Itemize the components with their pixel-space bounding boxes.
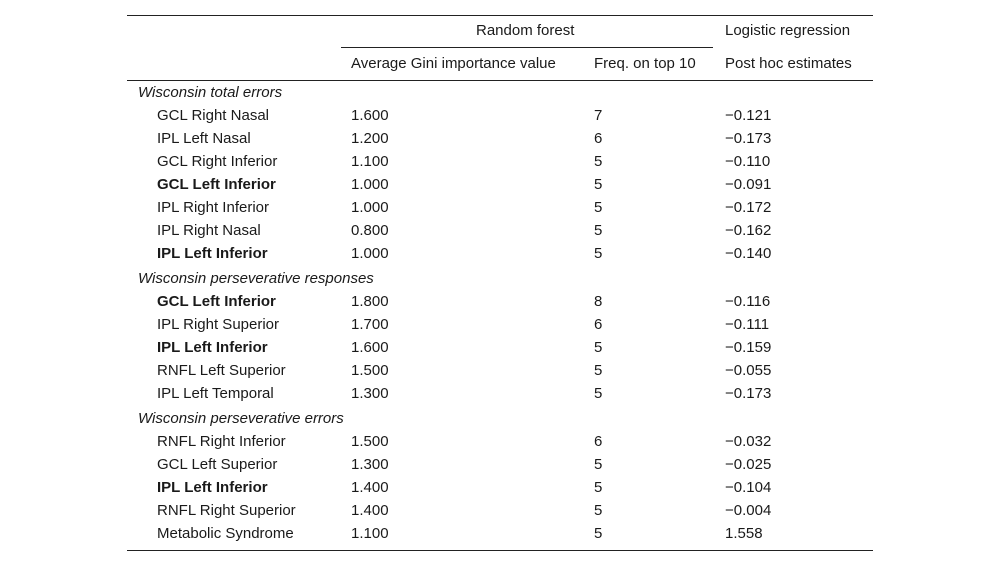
posthoc-value: −0.116	[725, 293, 771, 310]
posthoc-value: −0.110	[725, 153, 771, 170]
posthoc-value: −0.173	[725, 385, 772, 402]
random-forest-underline	[341, 47, 713, 48]
gini-value: 0.800	[351, 222, 389, 239]
freq-value: 8	[594, 293, 603, 310]
section-title: Wisconsin perseverative responses	[138, 270, 374, 287]
gini-value: 1.100	[351, 525, 389, 542]
row-label: GCL Left Superior	[157, 456, 278, 473]
gini-value: 1.600	[351, 107, 389, 124]
row-label: GCL Left Inferior	[157, 176, 276, 193]
row-label: GCL Right Nasal	[157, 107, 269, 124]
gini-value: 1.500	[351, 433, 389, 450]
posthoc-value: −0.111	[725, 316, 770, 333]
gini-value: 1.600	[351, 339, 389, 356]
row-label: IPL Right Nasal	[157, 222, 261, 239]
gini-value: 1.400	[351, 479, 389, 496]
freq-value: 5	[594, 385, 603, 402]
freq-value: 6	[594, 433, 603, 450]
gini-value: 1.100	[351, 153, 389, 170]
row-label: IPL Left Nasal	[157, 130, 251, 147]
header-freq: Freq. on top 10	[594, 55, 696, 72]
posthoc-value: −0.004	[725, 502, 772, 519]
freq-value: 6	[594, 316, 603, 333]
gini-value: 1.300	[351, 456, 389, 473]
row-label: IPL Left Temporal	[157, 385, 274, 402]
header-logistic-regression: Logistic regression	[725, 22, 851, 39]
section-title: Wisconsin perseverative errors	[138, 410, 344, 427]
posthoc-value: −0.055	[725, 362, 772, 379]
freq-value: 5	[594, 153, 603, 170]
posthoc-value: −0.162	[725, 222, 772, 239]
freq-value: 5	[594, 176, 603, 193]
top-rule	[127, 15, 873, 16]
freq-value: 5	[594, 456, 603, 473]
header-rule	[127, 80, 873, 81]
posthoc-value: −0.104	[725, 479, 772, 496]
section-title: Wisconsin total errors	[138, 84, 283, 101]
row-label: Metabolic Syndrome	[157, 525, 294, 542]
row-label: GCL Right Inferior	[157, 153, 278, 170]
posthoc-value: −0.173	[725, 130, 772, 147]
gini-value: 1.800	[351, 293, 389, 310]
row-label: IPL Left Inferior	[157, 245, 268, 262]
freq-value: 5	[594, 479, 603, 496]
freq-value: 5	[594, 199, 603, 216]
gini-value: 1.700	[351, 316, 389, 333]
freq-value: 5	[594, 362, 603, 379]
bottom-rule	[127, 550, 873, 551]
row-label: RNFL Right Superior	[157, 502, 296, 519]
freq-value: 5	[594, 245, 603, 262]
freq-value: 5	[594, 502, 603, 519]
row-label: IPL Left Inferior	[157, 339, 268, 356]
posthoc-value: −0.121	[725, 107, 772, 124]
row-label: GCL Left Inferior	[157, 293, 276, 310]
gini-value: 1.500	[351, 362, 389, 379]
gini-value: 1.000	[351, 199, 389, 216]
gini-value: 1.000	[351, 176, 389, 193]
freq-value: 5	[594, 222, 603, 239]
gini-value: 1.200	[351, 130, 389, 147]
row-label: IPL Right Inferior	[157, 199, 269, 216]
posthoc-value: −0.140	[725, 245, 772, 262]
header-posthoc: Post hoc estimates	[725, 55, 852, 72]
freq-value: 5	[594, 525, 603, 542]
header-random-forest: Random forest	[476, 22, 575, 39]
posthoc-value: −0.172	[725, 199, 772, 216]
gini-value: 1.400	[351, 502, 389, 519]
gini-value: 1.300	[351, 385, 389, 402]
posthoc-value: −0.025	[725, 456, 772, 473]
row-label: IPL Right Superior	[157, 316, 280, 333]
freq-value: 5	[594, 339, 603, 356]
posthoc-value: −0.091	[725, 176, 772, 193]
freq-value: 7	[594, 107, 603, 124]
row-label: RNFL Left Superior	[157, 362, 286, 379]
header-gini: Average Gini importance value	[351, 55, 556, 72]
posthoc-value: −0.032	[725, 433, 772, 450]
gini-value: 1.000	[351, 245, 389, 262]
freq-value: 6	[594, 130, 603, 147]
posthoc-value: 1.558	[725, 525, 763, 542]
row-label: IPL Left Inferior	[157, 479, 268, 496]
row-label: RNFL Right Inferior	[157, 433, 286, 450]
posthoc-value: −0.159	[725, 339, 772, 356]
